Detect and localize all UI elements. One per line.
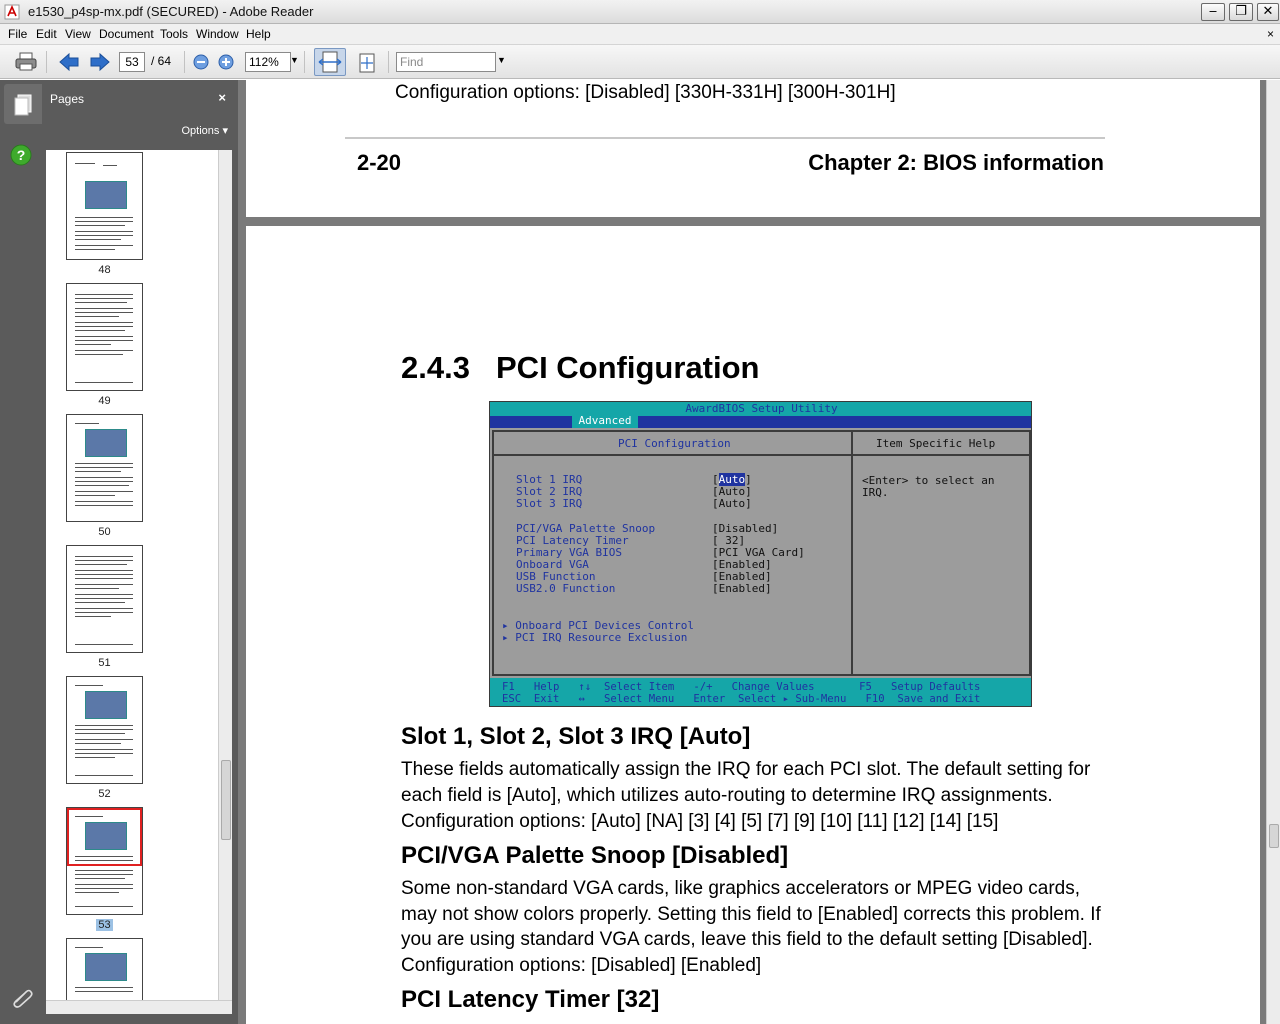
- pages-tab[interactable]: [4, 84, 42, 124]
- page-number: 2-20: [357, 150, 402, 175]
- bios-help-title: Item Specific Help: [876, 437, 996, 450]
- heading-palette-snoop: PCI/VGA Palette Snoop [Disabled]: [401, 842, 789, 869]
- close-document-icon[interactable]: ×: [1266, 27, 1274, 41]
- page-thumbnail-53[interactable]: [66, 807, 143, 915]
- thumbnail-label: 52: [98, 788, 111, 800]
- thumbnail-label: 48: [98, 264, 111, 276]
- bios-screenshot: [489, 401, 1032, 707]
- toolbar-separator: [388, 51, 389, 73]
- pdf-page-52: [246, 80, 1260, 217]
- thumbnail-label: 51: [98, 657, 111, 669]
- footer-rule: [345, 137, 1105, 139]
- bios-slot-first-value: [Auto]: [712, 473, 752, 486]
- menu-document[interactable]: Document: [99, 27, 154, 41]
- toolbar-separator: [46, 51, 47, 73]
- section-number: 2.4.3: [401, 350, 470, 385]
- toolbar-separator: [304, 51, 305, 73]
- menu-edit[interactable]: Edit: [36, 27, 57, 41]
- adobe-reader-icon: [4, 4, 20, 20]
- minimize-button[interactable]: ‒: [1201, 3, 1225, 21]
- bios-footer-line1: F1 Help ↑↓ Select Item -/+ Change Values F5 Setup Defaults: [502, 681, 981, 693]
- thumbnail-scrollbar[interactable]: [218, 150, 232, 1000]
- menu-view[interactable]: View: [65, 27, 91, 41]
- page-thumbnail-50[interactable]: [66, 414, 143, 522]
- maximize-button[interactable]: ❐: [1229, 3, 1253, 21]
- svg-text:?: ?: [16, 147, 26, 163]
- window-title: e1530_p4sp-mx.pdf (SECURED) - Adobe Reader: [28, 4, 314, 19]
- zoom-in-icon[interactable]: [218, 54, 234, 70]
- menu-file[interactable]: File: [8, 27, 28, 41]
- print-icon[interactable]: [14, 52, 38, 72]
- page-total: / 64: [151, 54, 172, 68]
- chapter-footer: Chapter 2: BIOS information: [808, 150, 1104, 175]
- close-panel-icon[interactable]: ×: [218, 90, 226, 105]
- thumbnail-label: 49: [98, 395, 111, 407]
- close-button[interactable]: ✕: [1257, 3, 1279, 21]
- page-number-input[interactable]: 53: [119, 52, 145, 72]
- section-title: PCI Configuration: [496, 350, 760, 385]
- options-menu[interactable]: Options ▾: [181, 125, 228, 137]
- pages-panel-title: Pages: [50, 92, 85, 106]
- attachments-icon[interactable]: [10, 986, 34, 1008]
- bios-utility-title: AwardBIOS Setup Utility: [685, 402, 838, 415]
- page-thumbnail-48[interactable]: [66, 152, 143, 260]
- page-thumbnail-49[interactable]: [66, 283, 143, 391]
- zoom-out-icon[interactable]: [193, 54, 209, 70]
- scrollbar-thumb[interactable]: [221, 760, 231, 840]
- fit-width-button[interactable]: [314, 48, 346, 76]
- zoom-dropdown-icon[interactable]: ▼: [290, 55, 299, 65]
- paragraph-palette-snoop: Some non-standard VGA cards, like graphics accelerators or MPEG video cards, may not show colors properly. Setting this field to [Enabled] corrects this problem. If you are using standard VGA cards, leave this field to the default setting [Disabled]. Configuration options: [Disabled] [Enabled]: [401, 878, 1101, 976]
- bios-submenus: ▸ Onboard PCI Devices Control ▸ PCI IRQ Resource Exclusion: [502, 619, 695, 644]
- thumbnail-list: [46, 150, 218, 1000]
- bios-setting-values: [Disabled] [ 32] [PCI VGA Card] [Enabled] [Enabled] [Enabled]: [712, 522, 805, 595]
- bios-tab-advanced: Advanced: [572, 414, 638, 428]
- find-dropdown-icon[interactable]: ▼: [497, 55, 506, 65]
- document-view: [238, 80, 1266, 1024]
- document-scrollbar[interactable]: [1266, 80, 1280, 1024]
- bios-slot-values: [Auto] [Auto]: [712, 485, 752, 510]
- thumbnail-horizontal-scrollbar[interactable]: [46, 1000, 232, 1014]
- heading-latency-timer: PCI Latency Timer [32]: [401, 986, 660, 1013]
- page-thumbnail-52[interactable]: [66, 676, 143, 784]
- thumbnail-label: 50: [98, 526, 111, 538]
- page-thumbnail-51[interactable]: [66, 545, 143, 653]
- fit-width-icon: [315, 49, 345, 75]
- find-input[interactable]: Find: [396, 52, 496, 72]
- fit-page-icon[interactable]: [354, 51, 380, 75]
- bios-setting-labels: PCI/VGA Palette Snoop PCI Latency Timer Primary VGA BIOS Onboard VGA USB Function USB2.0 Function: [516, 522, 656, 595]
- menu-window[interactable]: Window: [196, 27, 239, 41]
- bios-header-rule: [492, 454, 1031, 456]
- thumbnail-label-selected: 53: [98, 919, 111, 931]
- next-page-icon[interactable]: [89, 53, 111, 71]
- menu-help[interactable]: Help: [246, 27, 271, 41]
- menu-tools[interactable]: Tools: [160, 27, 189, 41]
- pages-icon: [13, 94, 33, 116]
- scrollbar-thumb[interactable]: [1269, 824, 1279, 848]
- bios-footer-line2: ESC Exit ↔ Select Menu Enter Select ▸ Sub-Menu F10 Save and Exit: [502, 693, 981, 705]
- toolbar-separator: [184, 51, 185, 73]
- heading-slot-irq: Slot 1, Slot 2, Slot 3 IRQ [Auto]: [401, 723, 751, 750]
- pages-panel: [42, 80, 238, 1024]
- toolbar: [0, 45, 1280, 79]
- menu-bar: [0, 24, 1280, 45]
- bios-slot-labels: Slot 1 IRQ Slot 2 IRQ Slot 3 IRQ: [516, 473, 583, 510]
- bios-divider: [851, 430, 853, 676]
- config-options-text: Configuration options: [Disabled] [330H-331H] [300H-301H]: [395, 82, 896, 103]
- title-bar: [0, 0, 1280, 24]
- bios-selected-value: Auto: [718, 473, 746, 486]
- previous-page-icon[interactable]: [58, 53, 80, 71]
- pdf-page-53: [246, 226, 1260, 1024]
- help-icon[interactable]: [10, 144, 32, 166]
- bios-help-text: <Enter> to select an IRQ.: [862, 474, 995, 499]
- zoom-level-input[interactable]: 112%: [245, 52, 291, 72]
- page-thumbnail-54[interactable]: [66, 938, 143, 1000]
- bios-panel-title: PCI Configuration: [618, 437, 731, 450]
- paragraph-slot-irq: These fields automatically assign the IRQ for each PCI slot. The default setting for each field is [Auto], which utilizes auto-routing to determine IRQ assignments. Configuration options: [Auto] [NA] [3] [4] [5] [7] [9] [10] [11] [12] [14] [15]: [401, 759, 1091, 832]
- navigation-strip: [0, 80, 42, 1024]
